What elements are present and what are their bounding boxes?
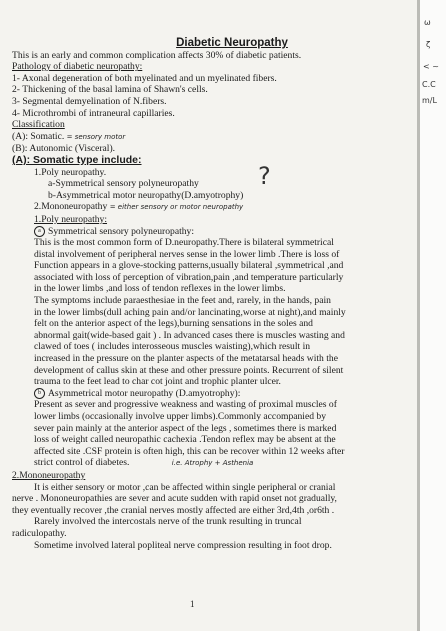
text-line: distal involvement of peripheral nerves sense in the lower limb .There is loss of bbox=[34, 248, 340, 260]
text-line: It is either sensory or motor ,can be affected within single peripheral or cranial bbox=[34, 481, 336, 493]
text-line: in the lower limbs ,and loss of tendon reflexes in the lower limbs. bbox=[34, 283, 286, 295]
classification-heading: Classification bbox=[12, 119, 65, 131]
mono-paragraph bbox=[12, 482, 412, 552]
text-line: radiculopathy. bbox=[12, 527, 67, 539]
text-line: abnormal gait(wide-based gait ) . In advanced cases there is muscles wasting and bbox=[34, 329, 345, 341]
text-line: nerve . Mononeuropathies are sever and acute sudden with rapid onset not gradually, bbox=[12, 493, 337, 505]
text-line: Function appears in a glove-stocking patterns,usually bilateral ,symmetrical ,and bbox=[34, 260, 344, 272]
margin-note: ω bbox=[424, 18, 431, 27]
text-line: felt on the anterior aspect of the legs),burning sensations in the soles and bbox=[34, 318, 313, 330]
poly-sub-a-text: Symmetrical sensory polyneuropathy: bbox=[48, 225, 195, 237]
handwritten-note: i.e. Atrophy + Asthenia bbox=[171, 459, 254, 468]
classification-b: (B): Autonomic (Visceral). bbox=[12, 143, 116, 155]
poly-sub-b-text: Asymmetrical motor neuropathy (D.amyotrophy): bbox=[48, 387, 241, 399]
text-line: affected site .CSF protein is often high, this can be recover within 12 weeks after bbox=[34, 445, 345, 457]
pathology-item: 2- Thickening of the basal lamina of Shawn's cells. bbox=[12, 84, 208, 96]
text-line-text: strict control of diabetes. bbox=[34, 457, 130, 469]
mono-section-heading: 2.Mononeuropathy bbox=[12, 469, 86, 481]
text-line: development of callus skin at these and other pressure points. Recurrent of silent bbox=[34, 364, 344, 376]
text-line: trauma to the feet lead to char cot joint and trophic planter ulcer. bbox=[34, 376, 281, 388]
somatic-mono-text: 2.Mononeuropathy bbox=[34, 201, 108, 213]
intro-text: This is an early and common complication affects 30% of diabetic patients. bbox=[12, 49, 302, 61]
text-line: lower limbs (occasionally involve upper limbs).Commonly accompanied by bbox=[34, 411, 327, 422]
text-line: loss of weight called neuropathic cachexia .Tendon reflex may be absent at the bbox=[34, 434, 336, 446]
margin-note: ζ bbox=[426, 40, 431, 49]
circled-marker-icon: b bbox=[34, 388, 45, 399]
handwritten-note: = either sensory or motor neuropathy bbox=[109, 203, 244, 212]
margin-note: C.C bbox=[422, 80, 436, 89]
pathology-item: 3- Segmental demyelination of N.fibers. bbox=[12, 95, 167, 107]
text-line: This is the most common form of D.neuropathy.There is bilateral symmetrical bbox=[34, 237, 334, 249]
poly-section-heading: 1.Poly neuropathy: bbox=[34, 213, 108, 225]
handwritten-check-icon: ? bbox=[258, 162, 271, 190]
margin-note: m/L bbox=[422, 96, 437, 105]
symptoms-paragraph bbox=[12, 295, 412, 388]
classification-a-text: (A): Somatic. bbox=[12, 130, 65, 142]
somatic-poly-item: 1.Poly neuropathy. bbox=[34, 166, 107, 178]
circled-marker-icon: a bbox=[34, 226, 45, 237]
page-number: 1 bbox=[190, 599, 195, 609]
poly-a-paragraph bbox=[12, 237, 412, 295]
text-line: Present as sever and progressive weakness and wasting of proximal muscles of bbox=[34, 399, 337, 411]
poly-sub-a bbox=[12, 226, 412, 238]
text-line bbox=[34, 457, 412, 470]
pathology-heading: Pathology of diabetic neuropathy: bbox=[12, 61, 143, 73]
somatic-poly-b: b-Asymmetrical motor neuropathy(D.amyotrophy) bbox=[48, 189, 244, 201]
page-content bbox=[12, 38, 412, 551]
margin-note: < ~ bbox=[423, 62, 439, 71]
text-line: clawed of toes ( includes interosseous muscles waisting),which result in bbox=[34, 341, 311, 353]
poly-b-paragraph bbox=[12, 399, 412, 470]
somatic-mono-item bbox=[12, 201, 412, 214]
somatic-heading: (A): Somatic type include: bbox=[12, 153, 142, 166]
poly-sub-b bbox=[12, 388, 412, 400]
text-line: increased in the pressure on the planter aspects of the metatarsal heads with the bbox=[34, 353, 338, 365]
adjacent-page-edge bbox=[420, 0, 446, 631]
pathology-item: 4- Microthrombi of intraneural capillaries. bbox=[12, 107, 175, 119]
text-line: Rarely involved the intercostals nerve of the trunk resulting in truncal bbox=[34, 516, 302, 528]
text-line: The symptoms include paraesthesiae in the feet and, rarely, in the hands, pain bbox=[34, 295, 331, 307]
somatic-poly-a: a-Symmetrical sensory polyneuropathy bbox=[48, 178, 199, 190]
pathology-item: 1- Axonal degeneration of both myelinated and un myelinated fibers. bbox=[12, 72, 277, 84]
classification-a bbox=[12, 131, 412, 144]
text-line: in the lower limbs(dull aching pain and/or lancinating,worse at night),and mainly bbox=[34, 306, 346, 318]
text-line: Sometime involved lateral popliteal nerve compression resulting in foot drop. bbox=[34, 539, 332, 551]
text-line: associated with loss of perception of vibration,pain ,and temperature particularly bbox=[34, 271, 344, 283]
text-line: sever pain mainly at the anterior aspect of the legs , sometimes there is marked bbox=[34, 422, 337, 434]
handwritten-note: = sensory motor bbox=[66, 132, 126, 141]
text-line: they eventually recover ,the cranial nerves mostly affected are either 3rd,4th ,or6th . bbox=[12, 504, 335, 516]
document-title: Diabetic Neuropathy bbox=[176, 37, 288, 49]
